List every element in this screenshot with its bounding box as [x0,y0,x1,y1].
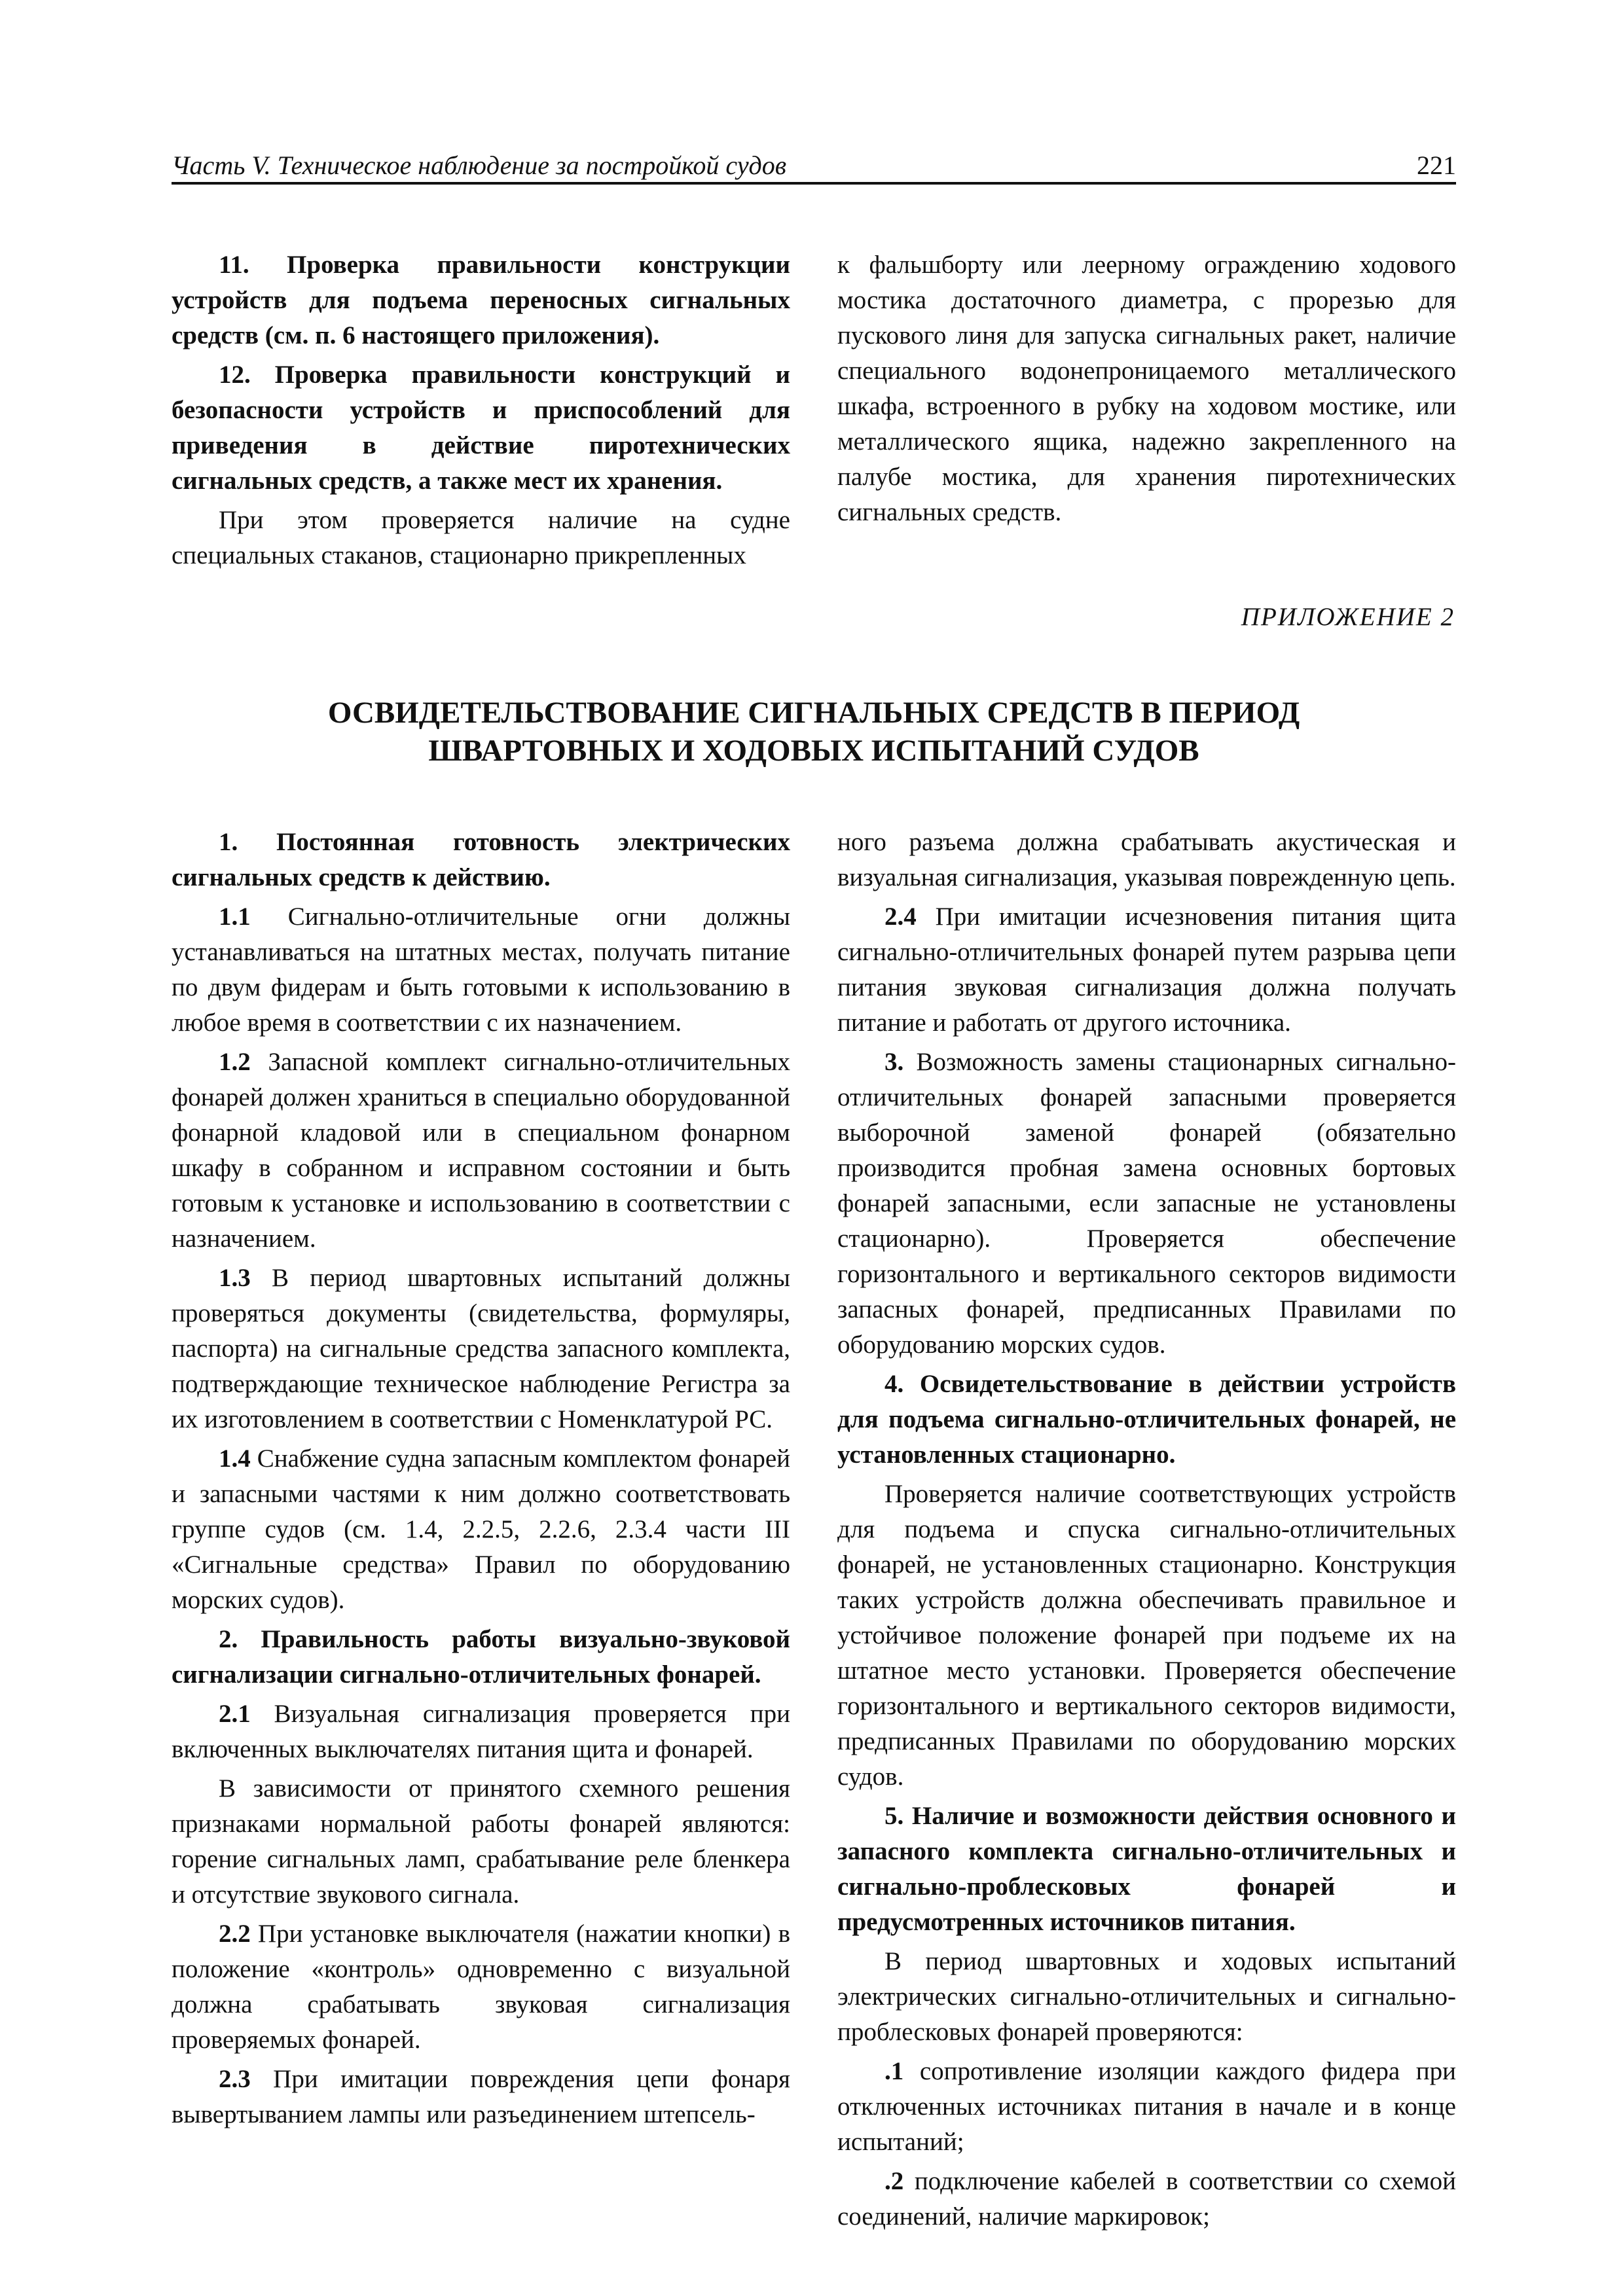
paragraph-2-4: 2.4 При имитации исчезновения питания щита сигнально-отличительных фонарей путем разрыва цепи питания звуковая сигнализация должна получать питание и работать от другого источника. [837,903,1456,1037]
title-line-1: ОСВИДЕТЕЛЬСТВОВАНИЕ СИГНАЛЬНЫХ СРЕДСТВ В ПЕРИОД [327,696,1300,730]
item-12-text: При этом проверяется наличие на судне специальных стаканов, стационарно прикрепленных [172,506,790,569]
section-2-heading: 2. Правильность работы визуально-звуковой сигнализации сигнально-отличительных фонарей. [172,1625,790,1689]
section-5-heading: 5. Наличие и возможности действия основного и запасного комплекта сигнально-отличительных и сигнально-проблесковых фонарей и предусмотренных источников питания. [837,1802,1456,1936]
section-4-heading: 4. Освидетельствование в действии устройств для подъема сигнально-отличительных фонарей, не установленных стационарно. [837,1370,1456,1469]
paragraph-1-4: 1.4 Снабжение судна запасным комплектом фонарей и запасными частями к ним должно соответствовать группе судов (см. 1.4, 2.2.5, 2.2.6, 2.3.4 части III «Сигнальные средства» Правил по оборудованию морских судов). [172,1444,790,1614]
section-1-heading: 1. Постоянная готовность электрических сигнальных средств к действию. [172,828,790,891]
paragraph-5-1: .1 сопротивление изоляции каждого фидера при отключенных источниках питания в начале и в конце испытаний; [837,2057,1456,2156]
part-title: Часть V. Техническое наблюдение за постройкой судов [172,151,787,180]
paragraph-2-2: 2.2 При установке выключателя (нажатии кнопки) в положение «контроль» одновременно с визуальной должна срабатывать звуковая сигнализация проверяемых фонарей. [172,1920,790,2054]
paragraph-5: В период швартовных и ходовых испытаний электрических сигнально-отличительных и сигнально-проблесковых фонарей проверяются: [837,1947,1456,2046]
section-title [172,694,1456,770]
paragraph-1-1: 1.1 Сигнально-отличительные огни должны устанавливаться на штатных местах, получать питание по двум фидерам и быть готовыми к использованию в любое время в соответствии с их назначением. [172,903,790,1037]
paragraph-5-2: .2 подключение кабелей в соответствии со схемой соединений, наличие маркировок; [837,2167,1456,2231]
top-right-column [837,247,1456,530]
paragraph-1-3: 1.3 В период швартовных испытаний должны проверяться документы (свидетельства, формуляры, паспорта) на сигнальные средства запасного комплекта, подтверждающие техническое наблюдение Регистра за их изготовлением в соответствии с Номенклатурой РС. [172,1264,790,1433]
paragraph-3: 3. Возможность замены стационарных сигнально-отличительных фонарей запасными проверяется выборочной заменой фонарей (обязательно производится пробная замена основных бортовых фонарей запасными, если запасные не установлены стационарно). Проверяется обеспечение горизонтального и вертикального секторов видимости запасных фонарей, предписанных Правилами по оборудованию морских судов. [837,1048,1456,1359]
paragraph-1-2: 1.2 Запасной комплект сигнально-отличительных фонарей должен храниться в специально оборудованной фонарной кладовой или в специальном фонарном шкафу в собранном и исправном состоянии и быть готовым к установке и использованию в соответствии с назначением. [172,1048,790,1253]
appendix-label: ПРИЛОЖЕНИЕ 2 [1241,603,1455,631]
running-header [172,145,1456,185]
main-right-column [837,825,1456,2234]
page-number: 221 [1417,151,1456,180]
paragraph-2-1-b: В зависимости от принятого схемного решения признаками нормальной работы фонарей являются: горение сигнальных ламп, срабатывание реле бленкера и отсутствие звукового сигнала. [172,1774,790,1909]
item-12: 12. Проверка правильности конструкций и безопасности устройств и приспособлений для приведения в действие пиротехнических сигнальных средств, а также мест их хранения. [172,361,790,495]
item-11: 11. Проверка правильности конструкции устройств для подъема переносных сигнальных средств (см. п. 6 настоящего приложения). [172,251,790,350]
paragraph-4: Проверяется наличие соответствующих устройств для подъема и спуска сигнально-отличительных фонарей, не установленных стационарно. Конструкция таких устройств должна обеспечивать правильное и устойчивое положение фонарей при подъеме их на штатное место установки. Проверяется обеспечение горизонтального и вертикального секторов видимости, предписанных Правилами по оборудованию морских судов. [837,1480,1456,1791]
paragraph-2-1: 2.1 Визуальная сигнализация проверяется при включенных выключателях питания щита и фонарей. [172,1700,790,1763]
title-line-2: ШВАРТОВНЫХ И ХОДОВЫХ ИСПЫТАНИЙ СУДОВ [428,734,1199,768]
top-left-column [172,247,790,573]
main-left-column [172,825,790,2132]
paragraph-2-3-continuation: ного разъема должна срабатывать акустическая и визуальная сигнализация, указывая поврежденную цепь. [837,828,1456,891]
paragraph-2-3: 2.3 При имитации повреждения цепи фонаря вывертыванием лампы или разъединением штепсель- [172,2065,790,2128]
item-12-continuation: к фальшборту или леерному ограждению ходового мостика достаточного диаметра, с прорезью для пускового линя для запуска сигнальных ракет, наличие специального водонепроницаемого металлического шкафа, встроенного в рубку на ходовом мостике, или металлического ящика, надежно закрепленного на палубе мостика, для хранения пиротехнических сигнальных средств. [837,251,1456,526]
